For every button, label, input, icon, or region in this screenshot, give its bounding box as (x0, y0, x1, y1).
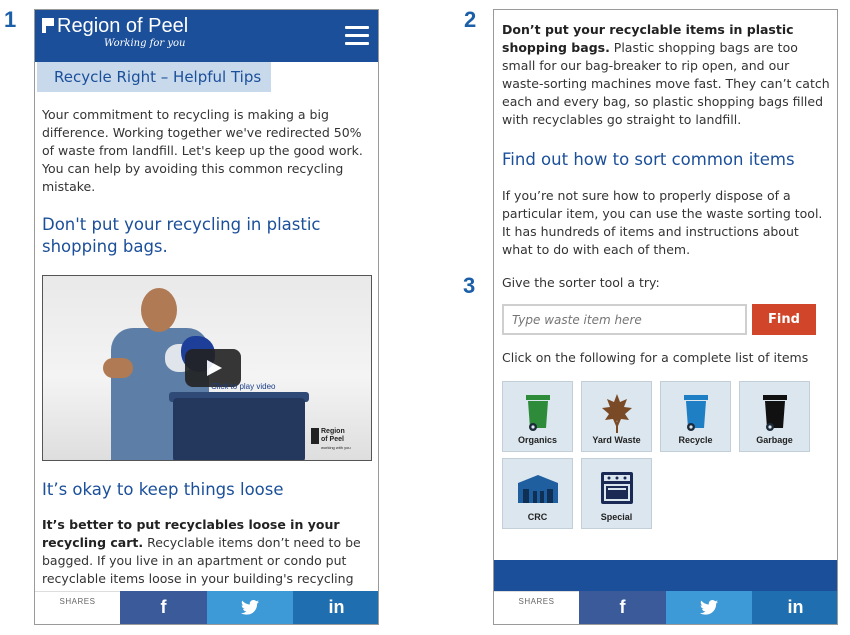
category-label: CRC (527, 512, 548, 522)
menu-icon[interactable] (345, 26, 369, 46)
heading-sort-items: Find out how to sort common items (502, 150, 795, 169)
heading-plastic-bags: Don't put your recycling in plastic shopping bags. (42, 215, 321, 256)
header-bar (35, 10, 378, 62)
facebook-share-button[interactable] (579, 591, 666, 624)
loose-paragraph-bold: It’s better to put recyclables loose in your recycling cart. (42, 517, 340, 550)
green-bin-icon (521, 392, 555, 432)
sorter-prompt: Give the sorter tool a try: (502, 275, 660, 290)
logo-text: Region of Peel (57, 15, 189, 37)
category-label: Garbage (756, 435, 793, 445)
sorting-tool-paragraph: If you’re not sure how to properly dispose of a particular item, you can use the waste sorting tool. It has hundreds of items and instructions about what to do with each of them. (502, 188, 823, 257)
category-label: Recycle (678, 435, 713, 445)
twitter-share-button[interactable] (666, 591, 752, 624)
building-icon (516, 469, 560, 507)
linkedin-share-button[interactable] (752, 591, 838, 624)
heading-keep-loose: It’s okay to keep things loose (42, 480, 284, 499)
video-player[interactable] (42, 275, 372, 461)
bags-paragraph-bold: Don’t put your recyclable items in plastic shopping bags. (502, 22, 794, 55)
category-label: Organics (517, 435, 557, 445)
list-prompt: Click on the following for a complete list of items (502, 350, 809, 365)
twitter-bird-icon (700, 600, 718, 615)
page-title: Recycle Right – Helpful Tips (37, 62, 271, 92)
waste-search-input[interactable] (502, 304, 747, 335)
category-label: Yard Waste (592, 435, 641, 445)
category-recycle[interactable] (660, 381, 731, 452)
stove-icon (598, 469, 636, 507)
region-of-peel-logo[interactable] (42, 15, 188, 49)
phone-screen-2 (493, 9, 838, 625)
play-video-text: Click to play video (211, 382, 276, 391)
bags-paragraph (502, 21, 832, 129)
facebook-icon: f (619, 597, 626, 617)
page-banner (35, 62, 378, 92)
facebook-share-button[interactable] (120, 591, 207, 624)
facebook-icon: f (160, 597, 167, 617)
phone-screen-1 (34, 9, 379, 625)
step-number-2: 2 (464, 7, 477, 32)
leaf-icon (600, 392, 634, 434)
step-number-3: 3 (463, 273, 476, 298)
step-number-1: 1 (4, 7, 17, 32)
blue-bin-icon (679, 392, 713, 432)
black-bin-icon (758, 392, 792, 432)
find-button[interactable]: Find (752, 304, 816, 335)
shares-label: SHARES (35, 591, 120, 624)
linkedin-icon: in (328, 597, 345, 617)
video-watermark-logo: Region of Peel working with you (321, 428, 351, 452)
twitter-share-button[interactable] (207, 591, 293, 624)
category-organics[interactable] (502, 381, 573, 452)
category-crc[interactable] (502, 458, 573, 529)
linkedin-icon: in (787, 597, 804, 617)
linkedin-share-button[interactable] (293, 591, 379, 624)
category-special[interactable] (581, 458, 652, 529)
peel-p-icon (42, 18, 54, 33)
logo-tagline: Working for you (104, 38, 186, 49)
twitter-bird-icon (241, 600, 259, 615)
share-bar (494, 591, 837, 624)
bags-paragraph-rest: Plastic shopping bags are too small for our bag-breaker to rip open, and our waste-sorting machines move fast. They can’t catch each and every bag, so plastic shopping bags filled with recyclables go straight to landfill. (502, 40, 830, 127)
share-bar (35, 591, 378, 624)
category-garbage[interactable] (739, 381, 810, 452)
recycling-cart-image (173, 398, 305, 461)
category-yard-waste[interactable] (581, 381, 652, 452)
shares-label: SHARES (494, 591, 579, 624)
category-label: Special (600, 512, 633, 522)
loose-paragraph-rest: Recyclable items don’t need to be bagged. If you live in an apartment or condo put recyclable items loose in your building's recycling (42, 535, 361, 586)
intro-paragraph: Your commitment to recycling is making a big difference. Working together we've redirected 50% of waste from landfill. Let's keep up the good work. You can help by avoiding this common recycling mistake. (42, 107, 363, 194)
